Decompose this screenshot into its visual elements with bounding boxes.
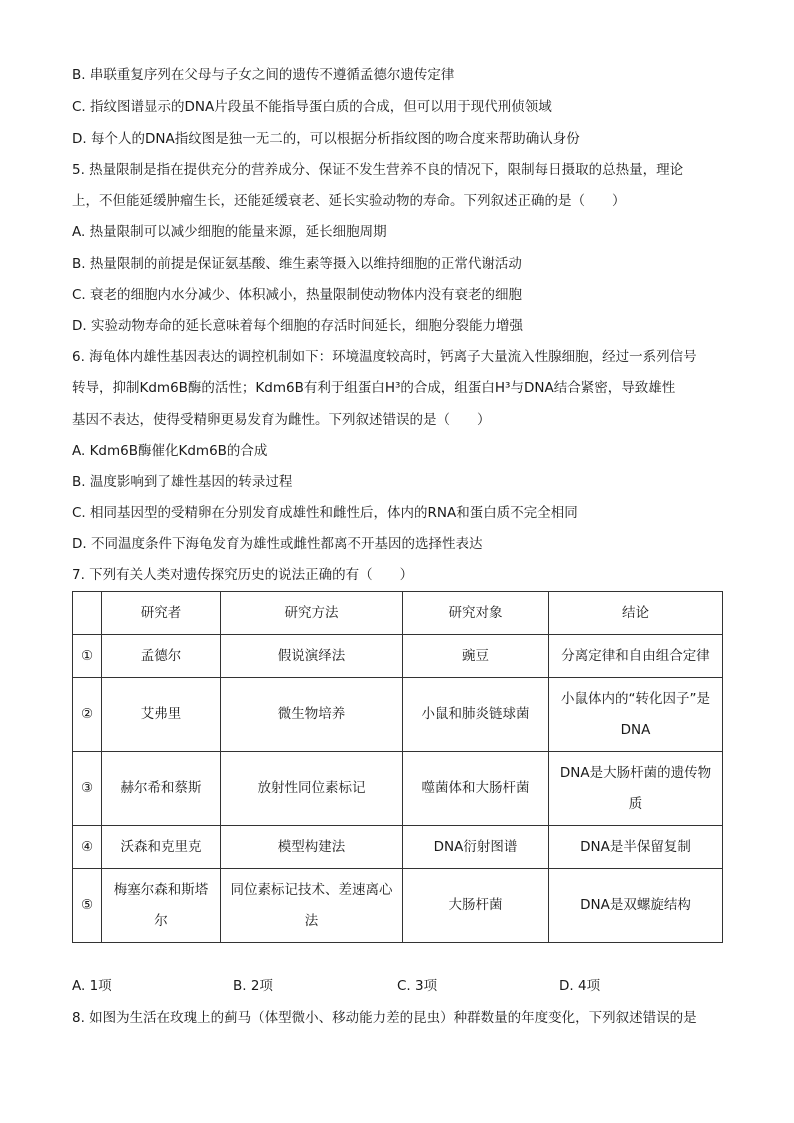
table-row bbox=[73, 826, 723, 869]
table-header-row bbox=[73, 592, 723, 635]
option-c-q6: C. 相同基因型的受精卵在分别发育成雄性和雌性后，体内的RNA和蛋白质不完全相同 bbox=[72, 505, 578, 521]
table-cell: 赫尔希和蔡斯 bbox=[102, 752, 221, 826]
question-8-stem: 8. 如图为生活在玫瑰上的蓟马（体型微小、移动能力差的昆虫）种群数量的年度变化，下列叙述错误的是 bbox=[72, 1010, 697, 1026]
table-cell: 放射性同位素标记 bbox=[221, 752, 403, 826]
table-cell: 噬菌体和大肠杆菌 bbox=[403, 752, 549, 826]
table-cell: DNA是半保留复制 bbox=[549, 826, 723, 869]
table-cell: 小鼠和肺炎链球菌 bbox=[403, 678, 549, 752]
question-5-stem-line1: 5. 热量限制是指在提供充分的营养成分、保证不发生营养不良的情况下，限制每日摄取的总热量，理论 bbox=[72, 162, 684, 178]
option-a-q6: A. Kdm6B酶催化Kdm6B的合成 bbox=[72, 443, 268, 459]
question-6-stem-line3: 基因不表达，使得受精卵更易发育为雌性。下列叙述错误的是（ ） bbox=[72, 412, 491, 428]
table-row bbox=[73, 869, 723, 943]
table-header-cell: 研究者 bbox=[102, 592, 221, 635]
option-b-q7: B. 2项 bbox=[233, 978, 273, 994]
option-a-q7: A. 1项 bbox=[72, 978, 112, 994]
option-c-q5: C. 衰老的细胞内水分减少、体积减小，热量限制使动物体内没有衰老的细胞 bbox=[72, 287, 523, 303]
table-header-cell: 研究方法 bbox=[221, 592, 403, 635]
option-b-q6: B. 温度影响到了雄性基因的转录过程 bbox=[72, 474, 293, 490]
option-c-q4: C. 指纹图谱显示的DNA片段虽不能指导蛋白质的合成，但可以用于现代刑侦领域 bbox=[72, 99, 552, 115]
table-cell: 假说演绎法 bbox=[221, 635, 403, 678]
question-6-stem-line2: 转导，抑制Kdm6B酶的活性；Kdm6B有利于组蛋白H³的合成，组蛋白H³与DNA结合紧密，导致雄性 bbox=[72, 380, 676, 396]
table-cell: ⑤ bbox=[73, 869, 102, 943]
question-6-stem-line1: 6. 海龟体内雄性基因表达的调控机制如下：环境温度较高时，钙离子大量流入性腺细胞，经过一系列信号 bbox=[72, 349, 697, 365]
table-cell: 小鼠体内的“转化因子”是DNA bbox=[549, 678, 723, 752]
table-cell: 模型构建法 bbox=[221, 826, 403, 869]
option-b-q5: B. 热量限制的前提是保证氨基酸、维生素等摄入以维持细胞的正常代谢活动 bbox=[72, 256, 522, 272]
question-5-stem-line2: 上，不但能延缓肿瘤生长，还能延缓衰老、延长实验动物的寿命。下列叙述正确的是（ ） bbox=[72, 193, 626, 209]
table-cell: DNA衍射图谱 bbox=[403, 826, 549, 869]
table-cell: ③ bbox=[73, 752, 102, 826]
option-d-q4: D. 每个人的DNA指纹图是独一无二的，可以根据分析指纹图的吻合度来帮助确认身份 bbox=[72, 131, 580, 147]
table-header-cell bbox=[73, 592, 102, 635]
table-cell: 豌豆 bbox=[403, 635, 549, 678]
table-cell: 沃森和克里克 bbox=[102, 826, 221, 869]
table-cell: DNA是双螺旋结构 bbox=[549, 869, 723, 943]
option-d-q6: D. 不同温度条件下海龟发育为雄性或雌性都离不开基因的选择性表达 bbox=[72, 536, 483, 552]
table-row bbox=[73, 635, 723, 678]
option-d-q7: D. 4项 bbox=[559, 978, 601, 994]
question-7-stem: 7. 下列有关人类对遗传探究历史的说法正确的有（ ） bbox=[72, 567, 414, 583]
table-cell: 艾弗里 bbox=[102, 678, 221, 752]
table-cell: 同位素标记技术、差速离心法 bbox=[221, 869, 403, 943]
table-header-cell: 结论 bbox=[549, 592, 723, 635]
table-cell: 孟德尔 bbox=[102, 635, 221, 678]
table-cell: 大肠杆菌 bbox=[403, 869, 549, 943]
table-cell: ④ bbox=[73, 826, 102, 869]
table-row bbox=[73, 678, 723, 752]
option-b-q4: B. 串联重复序列在父母与子女之间的遗传不遵循孟德尔遗传定律 bbox=[72, 67, 455, 83]
table-header-cell: 研究对象 bbox=[403, 592, 549, 635]
table-cell: DNA是大肠杆菌的遗传物质 bbox=[549, 752, 723, 826]
table-cell: 微生物培养 bbox=[221, 678, 403, 752]
table-cell: ① bbox=[73, 635, 102, 678]
option-c-q7: C. 3项 bbox=[397, 978, 438, 994]
option-a-q5: A. 热量限制可以减少细胞的能量来源，延长细胞周期 bbox=[72, 224, 387, 240]
history-table bbox=[72, 591, 723, 943]
table-row bbox=[73, 752, 723, 826]
option-d-q5: D. 实验动物寿命的延长意味着每个细胞的存活时间延长，细胞分裂能力增强 bbox=[72, 318, 523, 334]
table-cell: 分离定律和自由组合定律 bbox=[549, 635, 723, 678]
table-cell: ② bbox=[73, 678, 102, 752]
table-cell: 梅塞尔森和斯塔尔 bbox=[102, 869, 221, 943]
